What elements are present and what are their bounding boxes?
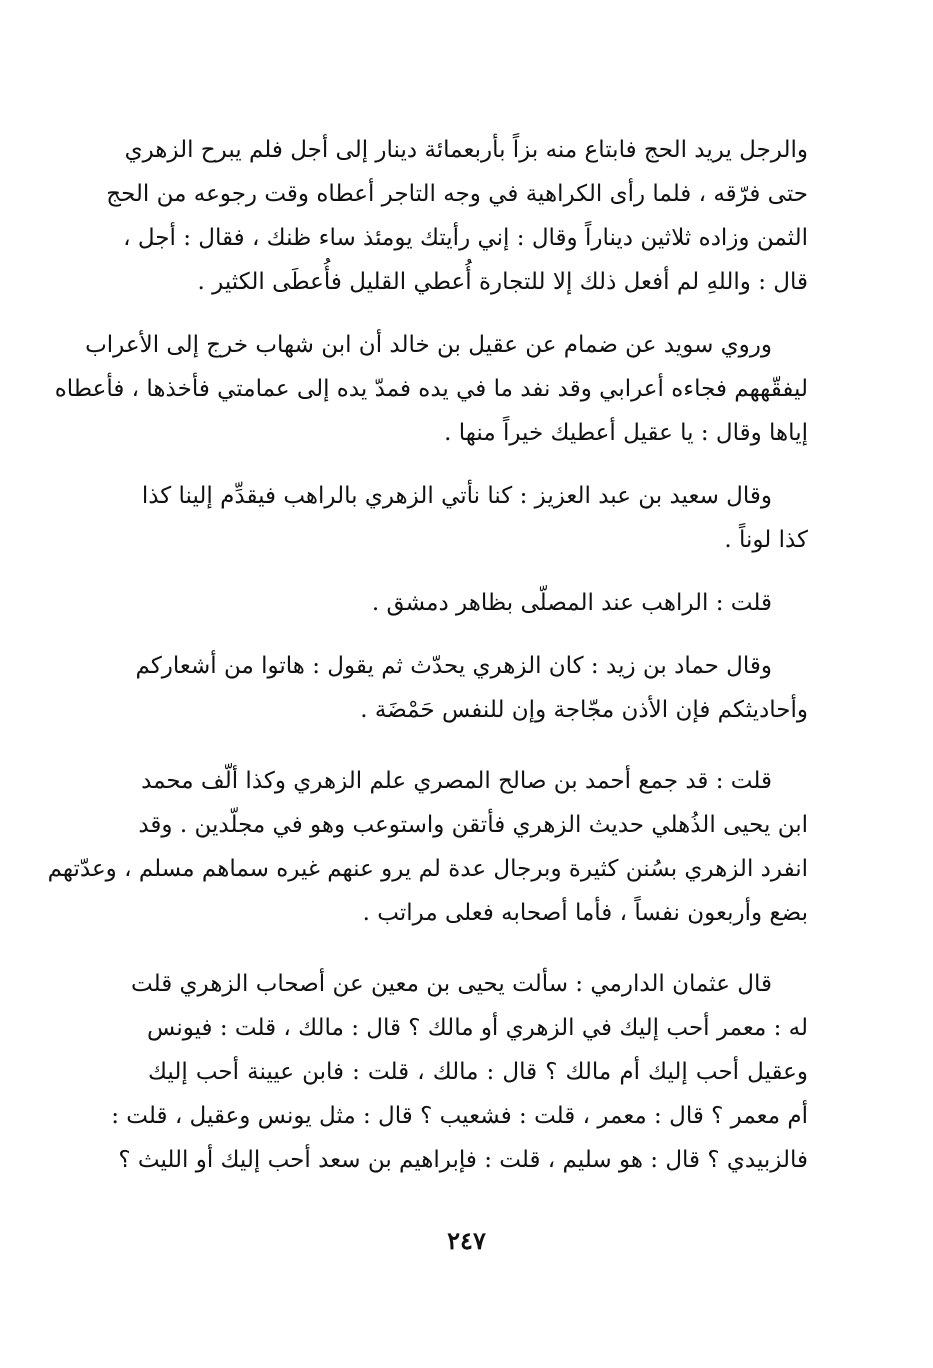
paragraph bbox=[148, 581, 808, 625]
text-line: أم معمر ؟ قال : معمر ، قلت : فشعيب ؟ قال : مثل يونس وعقيل ، قلت : bbox=[111, 1103, 808, 1129]
text-line: قال : واللهِ لم أفعل ذلك إلا للتجارة أُعطي القليل فأُعطَى الكثير . bbox=[197, 269, 808, 295]
paragraph-gap bbox=[148, 732, 808, 759]
paragraph bbox=[47, 759, 808, 935]
text-line: قال عثمان الدارمي : سألت يحيى بن معين عن أصحاب الزهري قلت bbox=[131, 971, 772, 997]
text-line: إياها وقال : يا عقيل أعطيك خيراً منها . bbox=[444, 420, 808, 446]
text-line: ابن يحيى الذُهلي حديث الزهري فأتقن واستوعب وهو في مجلّدين . وقد bbox=[138, 812, 808, 838]
paragraph-gap bbox=[148, 304, 808, 323]
paragraph bbox=[54, 323, 808, 455]
text-line: وقال حماد بن زيد : كان الزهري يحدّث ثم يقول : هاتوا من أشعاركم bbox=[135, 653, 772, 679]
text-line: وروي سويد عن ضمام عن عقيل بن خالد أن ابن شهاب خرج إلى الأعراب bbox=[85, 332, 772, 358]
text-line: حتى فرّقه ، فلما رأى الكراهية في وجه التاجر أعطاه وقت رجوعه من الحج bbox=[106, 181, 808, 207]
text-line: كذا لوناً . bbox=[724, 527, 808, 553]
text-line: قلت : الراهب عند المصلّى بظاهر دمشق . bbox=[371, 590, 772, 616]
text-body bbox=[47, 128, 808, 1182]
paragraph bbox=[111, 962, 808, 1182]
text-line: الثمن وزاده ثلاثين ديناراً وقال : إني رأيتك يومئذ ساء ظنك ، فقال : أجل ، bbox=[123, 225, 808, 251]
paragraph-gap bbox=[148, 625, 808, 644]
text-line: وعقيل أحب إليك أم مالك ؟ قال : مالك ، قلت : فابن عيينة أحب إليك bbox=[148, 1059, 808, 1085]
paragraph bbox=[106, 128, 808, 304]
text-line: ليفقّههم فجاءه أعرابي وقد نفد ما في يده فمدّ يده إلى عمامتي فأخذها ، فأعطاه bbox=[54, 376, 808, 402]
text-line: بضع وأربعون نفساً ، فأما أصحابه فعلى مراتب . bbox=[362, 900, 808, 926]
paragraph-gap bbox=[148, 455, 808, 474]
paragraph-gap bbox=[148, 935, 808, 962]
page-number: ٢٤٧ bbox=[447, 1226, 486, 1255]
text-line: له : معمر أحب إليك في الزهري أو مالك ؟ قال : مالك ، قلت : فيونس bbox=[147, 1015, 808, 1041]
text-line: وقال سعيد بن عبد العزيز : كنا نأتي الزهري بالراهب فيقدِّم إلينا كذا bbox=[141, 483, 772, 509]
paragraph bbox=[135, 644, 808, 732]
text-line: وأحاديثكم فإن الأذن مجّاجة وإن للنفس حَمْضَة . bbox=[360, 697, 808, 723]
text-line: والرجل يريد الحج فابتاع منه بزاً بأربعمائة دينار إلى أجل فلم يبرح الزهري bbox=[124, 137, 808, 163]
paragraph-gap bbox=[148, 562, 808, 581]
text-line: فالزبيدي ؟ قال : هو سليم ، قلت : فإبراهيم بن سعد أحب إليك أو الليث ؟ bbox=[118, 1147, 808, 1173]
paragraph bbox=[141, 474, 808, 562]
text-line: انفرد الزهري بسُنن كثيرة وبرجال عدة لم يرو عنهم غيره سماهم مسلم ، وعدّتهم bbox=[47, 856, 808, 882]
text-line: قلت : قد جمع أحمد بن صالح المصري علم الزهري وكذا ألّف محمد bbox=[141, 768, 772, 794]
